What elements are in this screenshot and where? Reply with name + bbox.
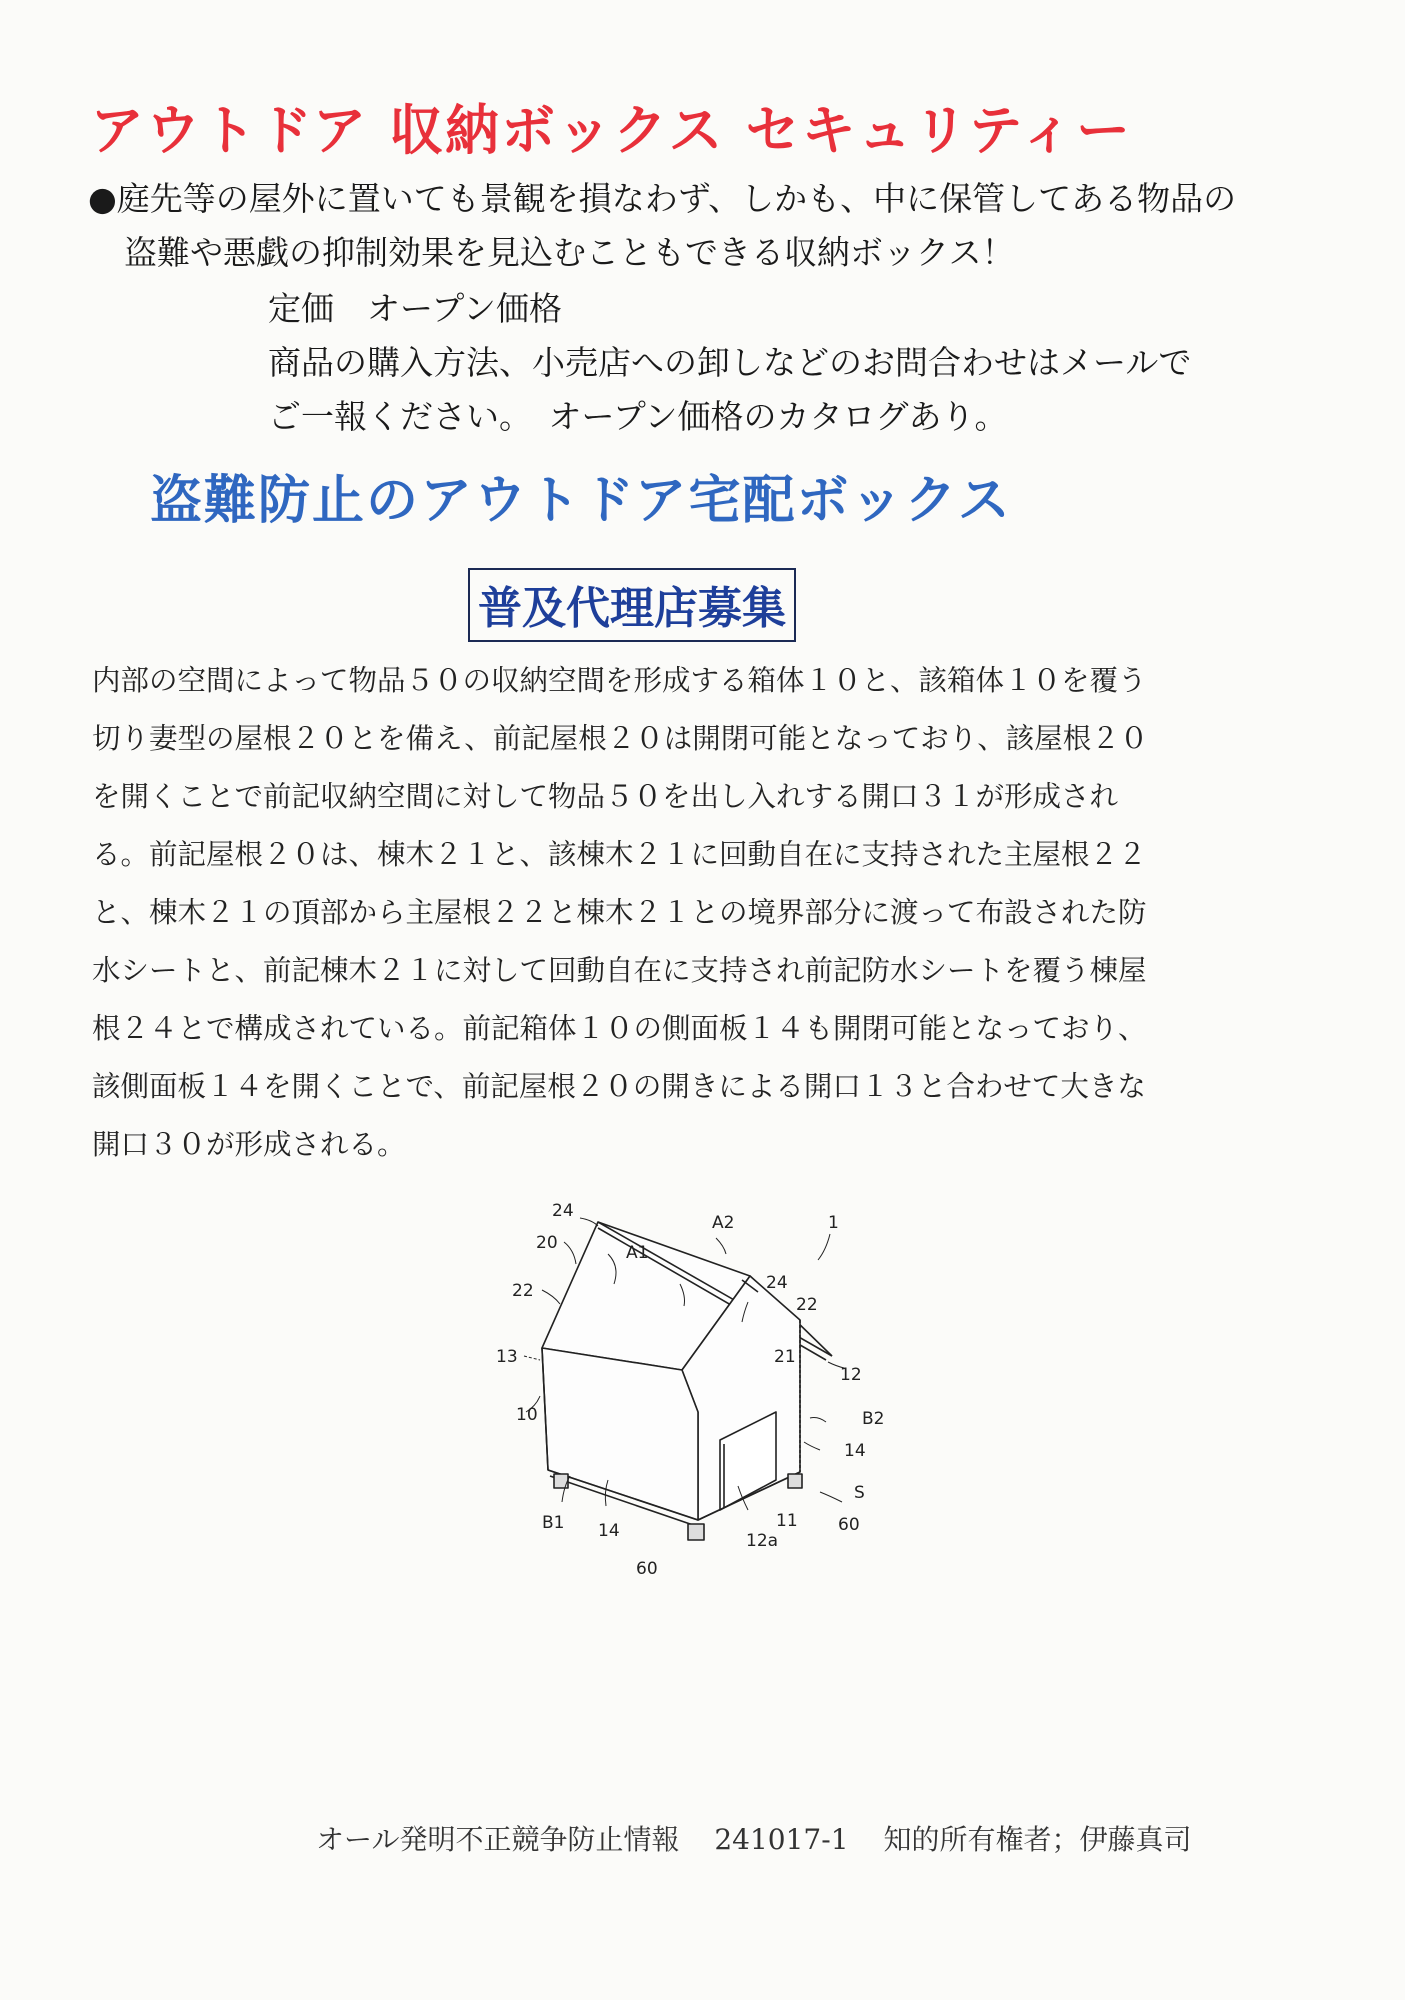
price-line-1: 定価 オープン価格 [268,289,563,328]
body-line: 根２４とで構成されている。前記箱体１０の側面板１４も開閉可能となっており、 [92,1012,1147,1045]
fig-label-14b: 14 [598,1521,620,1541]
fig-label-20: 20 [536,1233,558,1253]
fig-label-22b: 22 [796,1295,818,1315]
fig-label-24b: 24 [766,1273,788,1293]
fig-label-B2: B2 [862,1409,885,1429]
body-line: 該側面板１４を開くことで、前記屋根２０の開きによる開口１３と合わせて大きな [92,1070,1146,1103]
body-line: る。前記屋根２０は、棟木２１と、該棟木２１に回動自在に支持された主屋根２２ [92,838,1147,871]
intro-text [88,172,1328,280]
patent-figure [480,1180,920,1600]
fig-label-60b: 60 [636,1559,658,1579]
body-line: を開くことで前記収納空間に対して物品５０を出し入れする開口３１が形成され [92,780,1119,813]
subtitle: 盗難防止のアウトドア宅配ボックス [150,471,1012,531]
price-line-3: ご一報ください。 オープン価格のカタログあり。 [268,397,1008,436]
footer-source: オール発明不正競争防止情報 [316,1823,680,1856]
fig-label-24: 24 [552,1201,574,1221]
body-line: と、棟木２１の頂部から主屋根２２と棟木２１との境界部分に渡って布設された防 [92,896,1147,929]
fig-label-12a: 12a [746,1531,779,1551]
recruit-box: 普及代理店募集 [468,568,796,642]
fig-label-21: 21 [774,1347,796,1367]
body-line: 開口３０が形成される。 [92,1128,406,1161]
description-body [92,652,1332,1174]
price-info [268,282,1191,444]
body-line: 水シートと、前記棟木２１に対して回動自在に支持され前記防水シートを覆う棟屋 [92,954,1147,987]
footer-code: 241017-1 [714,1823,849,1856]
footer [316,1818,1217,1858]
fig-label-13: 13 [496,1347,518,1367]
body-line: 内部の空間によって物品５０の収納空間を形成する箱体１０と、該箱体１０を覆う [92,664,1147,697]
fig-label-S: S [854,1483,865,1503]
intro-line-1: ●庭先等の屋外に置いても景観を損なわず、しかも、中に保管してある物品の [88,179,1237,218]
footer-owner: 知的所有権者；伊藤真司 [883,1823,1192,1856]
fig-label-10: 10 [516,1405,538,1425]
fig-label-14: 14 [844,1441,866,1461]
body-line: 切り妻型の屋根２０とを備え、前記屋根２０は開閉可能となっており、該屋根２０ [92,722,1149,755]
price-line-2: 商品の購入方法、小売店への卸しなどのお問合わせはメールで [268,343,1192,382]
fig-label-60: 60 [838,1515,860,1535]
fig-label-22: 22 [512,1281,534,1301]
fig-label-A1: A1 [626,1243,649,1263]
fig-label-1: 1 [828,1213,839,1233]
product-title: アウトドア 収納ボックス セキュリティー [90,99,1133,162]
fig-label-A2: A2 [712,1213,735,1233]
fig-label-11: 11 [776,1511,798,1531]
intro-line-2: 盗難や悪戯の抑制効果を見込むこともできる収納ボックス！ [124,233,1015,272]
house-box-drawing [480,1180,920,1600]
fig-label-B1: B1 [542,1513,565,1533]
fig-label-12: 12 [840,1365,862,1385]
